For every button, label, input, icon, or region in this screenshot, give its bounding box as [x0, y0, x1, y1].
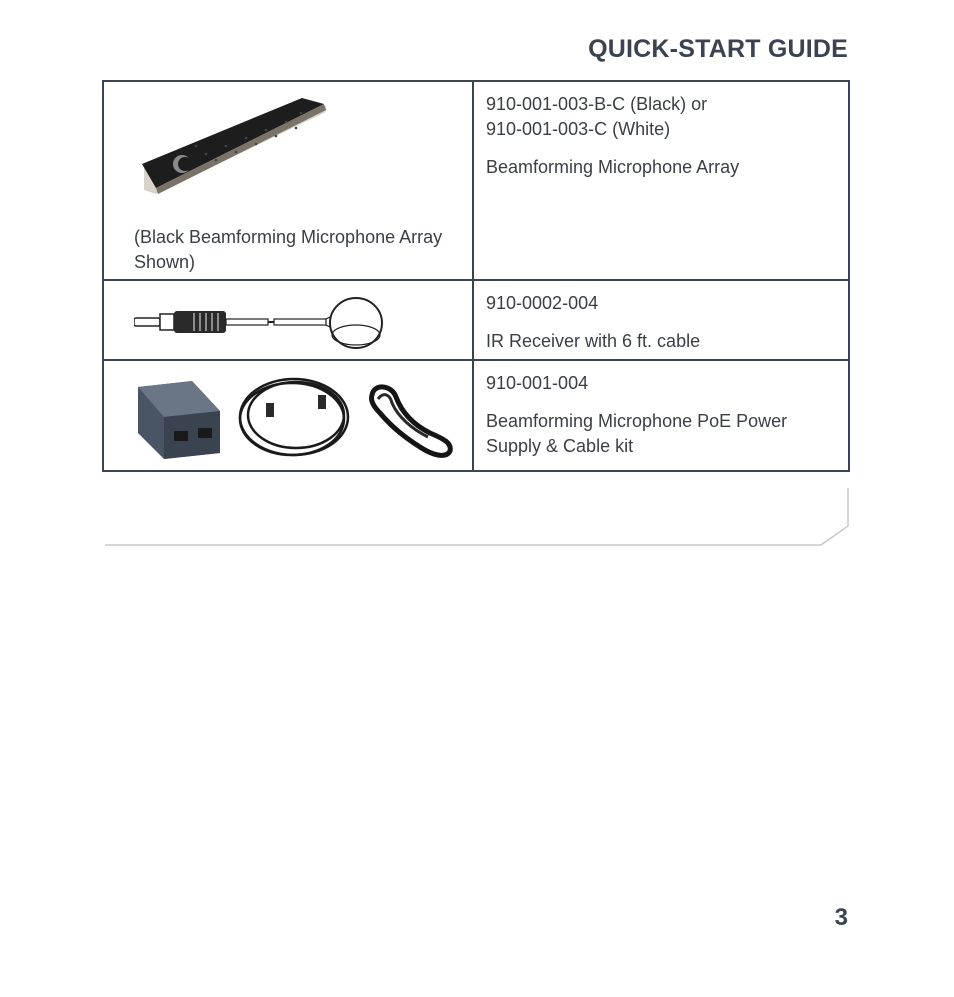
part-number: 910-001-003-C (White): [486, 119, 671, 139]
page-number: 3: [834, 904, 848, 931]
table-row: [103, 81, 849, 280]
ir-receiver-icon: [134, 293, 389, 349]
table-row: [103, 360, 849, 471]
part-image-cell: [103, 360, 473, 471]
poe-power-supply-icon: [134, 373, 459, 463]
page-title: QUICK-START GUIDE: [588, 35, 848, 63]
callout-frame: [105, 488, 850, 548]
part-info-cell: [473, 81, 849, 280]
microphone-array-icon: [136, 98, 336, 206]
table-row: [103, 280, 849, 360]
part-number: 910-0002-004: [486, 293, 599, 313]
part-description: IR Receiver with 6 ft. cable: [486, 331, 701, 351]
part-image-cell: [103, 280, 473, 360]
parts-table: [102, 80, 850, 472]
part-description: Beamforming Microphone Array: [486, 157, 740, 177]
part-image-cell: [103, 81, 473, 280]
part-info-cell: [473, 360, 849, 471]
part-number: 910-001-004: [486, 373, 589, 393]
part-caption: (Black Beamforming Microphone Array Shown): [134, 227, 443, 272]
part-description: Beamforming Microphone PoE Power Supply & Cable kit: [486, 411, 788, 456]
part-info-cell: [473, 280, 849, 360]
part-number: 910-001-003-B-C (Black) or: [486, 94, 708, 114]
